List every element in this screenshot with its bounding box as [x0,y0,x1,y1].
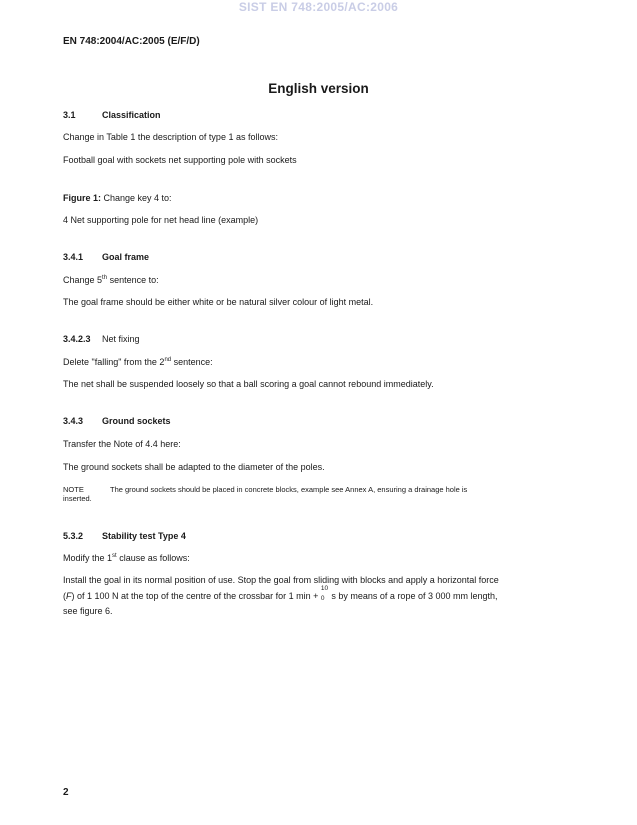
paragraph-block [63,573,553,620]
section-title: Stability test Type 4 [102,531,186,541]
text: ) of 1 100 N at the top of the centre of the crossbar for 1 min + [71,590,319,601]
watermark: SIST EN 748:2005/AC:2006 [238,0,399,14]
section-number: 3.1 [63,110,76,120]
text: sentence: [171,357,213,367]
superscript: nd [164,357,172,363]
section-title: Net fixing [102,334,140,344]
tolerance [320,585,329,603]
figure-note [63,192,172,204]
section-heading-3-4-3 [63,415,171,427]
paragraph [63,356,213,368]
section-heading-3-4-1 [63,251,149,263]
figure-text: Change key 4 to: [101,193,172,203]
force-symbol: F [66,590,72,601]
text-line: Install the goal in its normal position of use. Stop the goal from sliding with blocks and apply a horizontal force [63,575,499,585]
paragraph [63,274,159,286]
superscript: th [102,275,108,281]
tolerance-lower: 0 [320,595,325,603]
superscript: st [112,553,117,559]
text-line [63,585,553,605]
text: clause as follows: [116,553,190,563]
note-label: NOTE [63,485,84,494]
section-heading-3-1 [63,109,161,121]
note-line: inserted. [63,494,92,503]
text-line: see figure 6. [63,606,113,616]
note [63,485,563,503]
section-title: Ground sockets [102,416,171,426]
tolerance-upper: 10 [320,585,329,593]
version-title: English version [268,81,369,96]
text: sentence to: [107,275,159,285]
text: Delete "falling" from the 2 [63,357,165,367]
text: Modify the 1 [63,553,113,563]
text: ( [63,590,66,601]
document-header: EN 748:2004/AC:2005 (E/F/D) [63,36,200,47]
note-text: The ground sockets should be placed in concrete blocks, example see Annex A, ensuring a drainage hole is [110,485,468,494]
text: Change 5 [63,275,103,285]
section-number: 3.4.1 [63,252,84,262]
text: s by means of a rope of 3 000 mm length, [328,590,498,601]
note-line [63,485,563,494]
page-number: 2 [63,787,69,798]
figure-label: Figure 1: [63,193,102,203]
section-title: Goal frame [102,252,150,262]
section-number: 5.3.2 [63,531,84,541]
section-number: 3.4.3 [63,416,84,426]
paragraph: Football goal with sockets net supporting pole with sockets [63,155,297,165]
paragraph: The goal frame should be either white or be natural silver colour of light metal. [63,297,374,307]
paragraph: 4 Net supporting pole for net head line (example) [63,215,259,225]
section-heading-5-3-2 [63,530,186,542]
paragraph [63,552,190,564]
paragraph: Transfer the Note of 4.4 here: [63,439,181,449]
paragraph: The net shall be suspended loosely so that a ball scoring a goal cannot rebound immediately. [63,379,434,389]
section-title: Classification [102,110,161,120]
section-number: 3.4.2.3 [63,334,91,344]
section-heading-3-4-2-3 [63,333,140,345]
paragraph: The ground sockets shall be adapted to the diameter of the poles. [63,462,325,472]
paragraph: Change in Table 1 the description of type 1 as follows: [63,132,278,142]
